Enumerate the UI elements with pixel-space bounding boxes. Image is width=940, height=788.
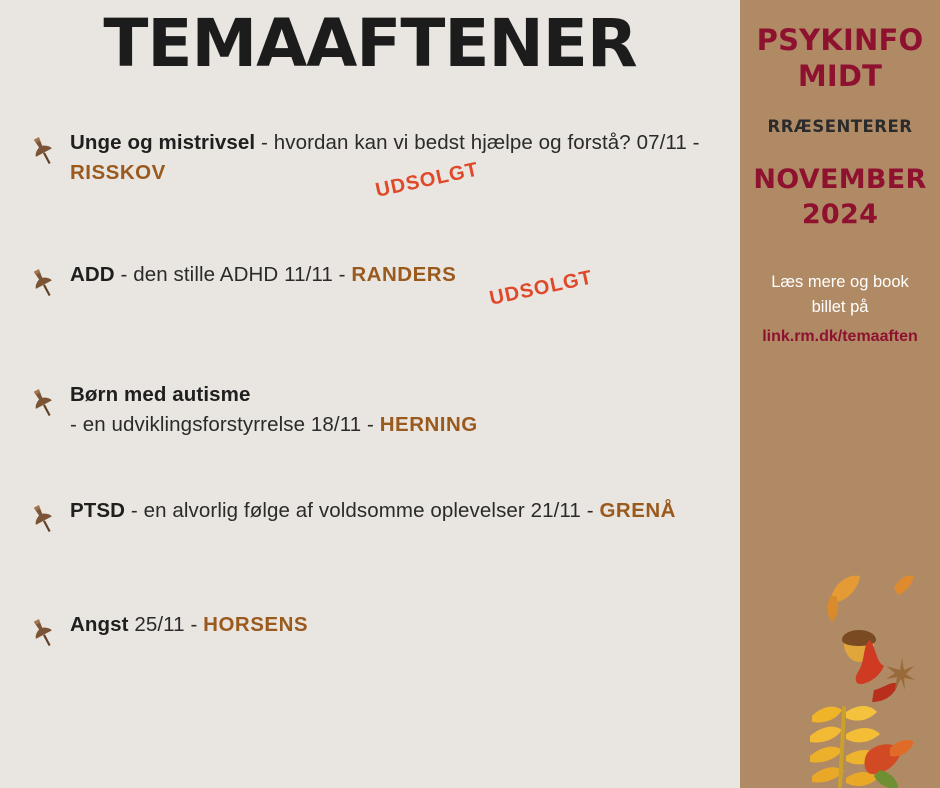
event-title: Angst: [70, 613, 129, 636]
brand-line-1: PSYKINFO: [756, 23, 924, 57]
list-item: [0, 496, 740, 556]
month-label: NOVEMBER: [753, 163, 927, 195]
month-year: [740, 162, 940, 232]
booking-link[interactable]: link.rm.dk/temaaften: [762, 327, 918, 345]
page-title: TEMAAFTENER: [103, 5, 637, 82]
event-description: - en udviklingsforstyrrelse 18/11 -: [70, 412, 380, 436]
pushpin-icon: [26, 266, 60, 300]
brand-line-2: MIDT: [797, 59, 883, 94]
event-description: - hvordan kan vi bedst hjælpe og forstå? 07/11 -: [255, 131, 700, 154]
event-title: ADD: [70, 263, 115, 286]
event-city: HERNING: [379, 412, 478, 436]
event-text: [70, 380, 730, 439]
event-city: GRENÅ: [599, 499, 676, 522]
list-item: [0, 610, 740, 670]
booking-line-1: Læs mere og book: [771, 272, 909, 291]
event-description: 25/11 -: [128, 613, 204, 636]
booking-info: [740, 270, 940, 350]
pushpin-icon: [26, 134, 60, 168]
booking-line-2: billet på: [811, 298, 869, 317]
poster-sidebar: [740, 0, 940, 788]
event-title: PTSD: [70, 499, 126, 522]
list-item: [0, 260, 740, 320]
status-badge: UDSOLGT: [373, 158, 481, 202]
event-title: Børn med autisme: [70, 383, 251, 406]
event-text: [70, 610, 730, 640]
pushpin-icon: [26, 502, 60, 536]
list-item: [0, 128, 740, 202]
pushpin-icon: [26, 386, 60, 420]
brand-name: [740, 22, 940, 95]
list-item: [0, 380, 740, 440]
pushpin-icon: [26, 616, 60, 650]
event-text: [70, 260, 730, 290]
presents-label: RRÆSENTERER: [767, 116, 913, 136]
event-city: HORSENS: [203, 613, 309, 636]
event-city: RISSKOV: [70, 160, 166, 184]
year-label: 2024: [801, 198, 879, 230]
event-list: [0, 128, 740, 670]
event-description: - en alvorlig følge af voldsomme oplevelser 21/11 -: [125, 499, 600, 522]
event-city: RANDERS: [351, 263, 457, 286]
event-description: - den stille ADHD 11/11 -: [114, 263, 352, 286]
autumn-leaves-decoration: [740, 448, 940, 788]
status-badge: UDSOLGT: [487, 266, 595, 310]
event-title: Unge og mistrivsel: [70, 131, 256, 154]
event-text: [70, 496, 730, 526]
